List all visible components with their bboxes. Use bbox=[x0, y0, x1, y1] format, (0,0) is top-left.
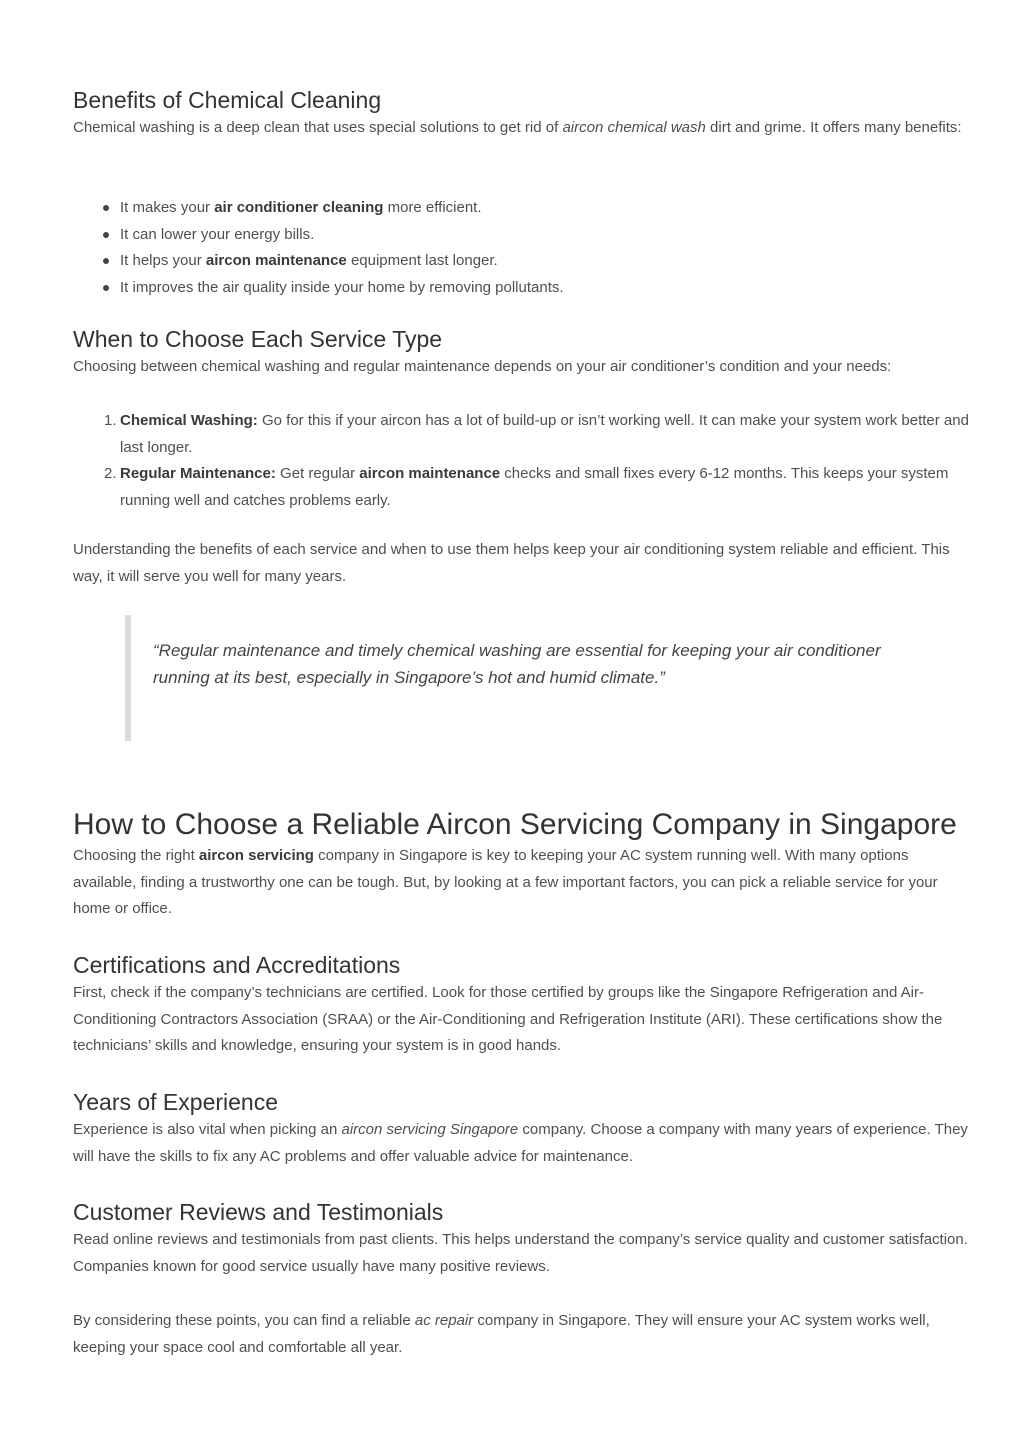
when-list-wrap bbox=[73, 408, 973, 514]
list-item-text-end: more efficient. bbox=[383, 199, 482, 216]
reviews-heading: Customer Reviews and Testimonials bbox=[73, 1199, 444, 1225]
benefits-section bbox=[73, 86, 973, 142]
closing-text-start: By considering these points, you can find a reliable bbox=[73, 1312, 415, 1329]
experience-text bbox=[73, 1117, 973, 1170]
summary-paragraph: Understanding the benefits of each service and when to use them helps keep your air conditioning system reliable and efficient. This way, it will serve you well for many years. bbox=[73, 541, 950, 585]
list-item-text: Get regular bbox=[275, 465, 360, 482]
list-item-bold: aircon maintenance bbox=[359, 465, 501, 482]
when-intro: Choosing between chemical washing and regular maintenance depends on your air conditioner’s condition and your needs: bbox=[73, 358, 892, 375]
experience-text-end: company. Choose a company with many years of experience. They will have the skills to fix any AC problems and offer valuable advice for maintenance. bbox=[73, 1121, 968, 1165]
certs-heading: Certifications and Accreditations bbox=[73, 952, 401, 978]
experience-section bbox=[73, 1088, 973, 1170]
list-item-text: It makes your bbox=[120, 199, 215, 216]
list-item bbox=[73, 248, 973, 275]
list-item-label: Chemical Washing: bbox=[120, 412, 258, 429]
choose-section bbox=[73, 807, 973, 923]
closing-section bbox=[73, 1308, 973, 1361]
list-item-text: It can lower your energy bills. bbox=[120, 225, 315, 243]
benefits-intro-text: Chemical washing is a deep clean that uses special solutions to get rid of bbox=[73, 119, 563, 136]
list-item bbox=[73, 461, 973, 514]
list-item-label: Regular Maintenance: bbox=[120, 465, 276, 482]
service-type-list bbox=[73, 408, 973, 514]
list-item bbox=[73, 275, 973, 302]
choose-intro-bold: aircon servicing bbox=[198, 847, 314, 864]
benefits-intro bbox=[73, 115, 973, 142]
benefits-heading: Benefits of Chemical Cleaning bbox=[73, 87, 382, 113]
certs-section bbox=[73, 951, 973, 1060]
closing-emphasis: ac repair bbox=[414, 1312, 474, 1329]
choose-intro bbox=[73, 843, 973, 923]
when-section bbox=[73, 325, 973, 381]
list-number: 1. bbox=[104, 412, 117, 429]
list-item-text: It helps your bbox=[120, 252, 206, 269]
choose-intro-text: Choosing the right bbox=[73, 847, 199, 864]
list-item bbox=[73, 408, 973, 461]
benefits-list-wrap bbox=[73, 195, 973, 301]
list-item bbox=[73, 222, 973, 249]
benefits-list bbox=[73, 195, 973, 301]
list-item bbox=[73, 195, 973, 222]
experience-emphasis: aircon servicing Singapore bbox=[341, 1121, 519, 1138]
certs-text: First, check if the company’s technicians are certified. Look for those certified by groups like the Singapore Refrigeration and Air-Conditioning Contractors Association (SRAA) or the Air-Conditioning and Refrigeration Institute (ARI). These certifications show the technicians’ skills and knowledge, ensuring your system is in good hands. bbox=[73, 984, 943, 1054]
experience-text-start: Experience is also vital when picking an bbox=[73, 1121, 342, 1138]
list-item-text-end: checks and small fixes every 6-12 months. This keeps your system running well and catches problems early. bbox=[120, 465, 949, 509]
benefits-intro-text-end: dirt and grime. It offers many benefits: bbox=[705, 119, 962, 136]
reviews-section bbox=[73, 1198, 973, 1280]
blockquote bbox=[125, 615, 911, 741]
when-heading: When to Choose Each Service Type bbox=[73, 326, 443, 352]
closing-text bbox=[73, 1308, 973, 1361]
choose-intro-text-end: company in Singapore is key to keeping your AC system running well. With many options available, finding a trustworthy one can be tough. But, by looking at a few important factors, you can pick a reliable service for your home or office. bbox=[73, 847, 938, 917]
reviews-text: Read online reviews and testimonials from past clients. This helps understand the company’s service quality and customer satisfaction. Companies known for good service usually have many positive reviews. bbox=[73, 1231, 968, 1275]
list-item-text-end: equipment last longer. bbox=[346, 252, 498, 269]
list-item-bold: air conditioner cleaning bbox=[214, 199, 384, 216]
list-item-text: Go for this if your aircon has a lot of build-up or isn’t working well. It can make your system work better and last longer. bbox=[120, 412, 969, 456]
benefits-intro-emphasis: aircon chemical wash bbox=[562, 119, 706, 136]
summary-wrap bbox=[73, 537, 973, 590]
quote-text: “Regular maintenance and timely chemical washing are essential for keeping your air conditioner running at its best, especially in Singapore’s hot and humid climate.” bbox=[153, 641, 881, 687]
experience-heading: Years of Experience bbox=[73, 1089, 279, 1115]
list-item-text: It improves the air quality inside your home by removing pollutants. bbox=[120, 278, 564, 296]
list-number: 2. bbox=[104, 465, 117, 482]
choose-heading: How to Choose a Reliable Aircon Servicing Company in Singapore bbox=[73, 808, 957, 841]
closing-text-end: company in Singapore. They will ensure your AC system works well, keeping your space cool and comfortable all year. bbox=[73, 1312, 930, 1356]
list-item-bold: aircon maintenance bbox=[205, 252, 347, 269]
